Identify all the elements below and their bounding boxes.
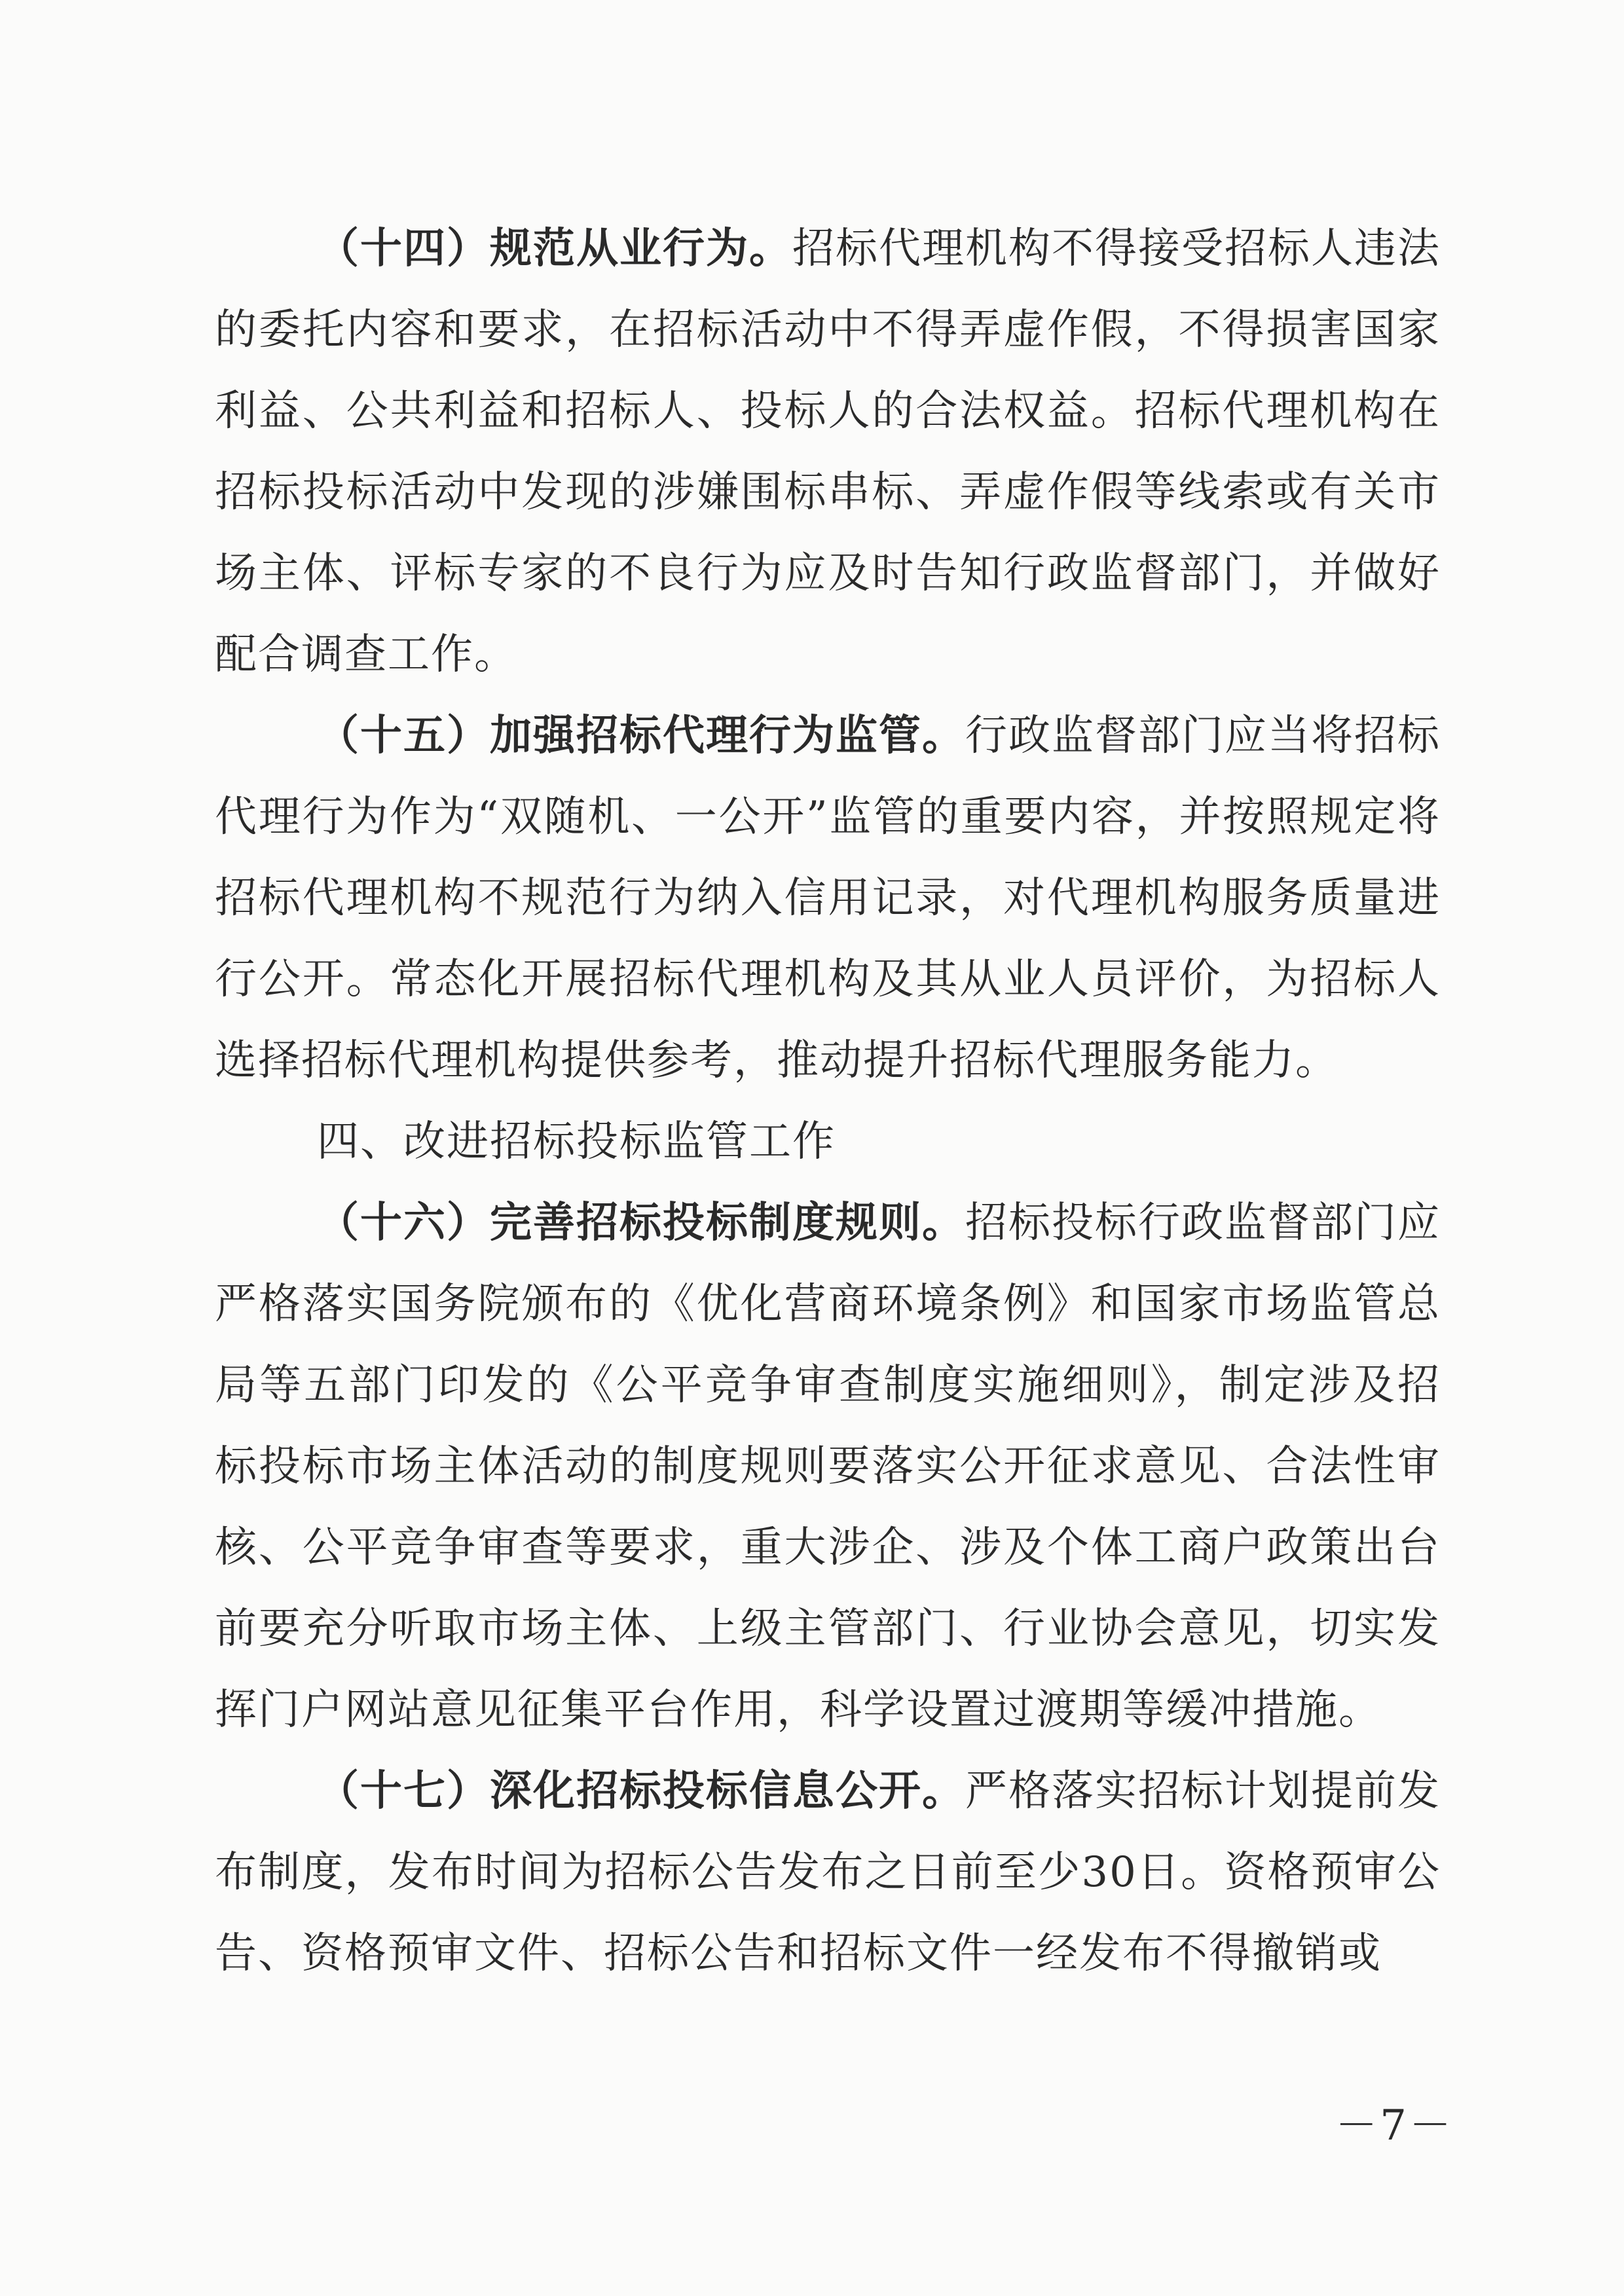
paragraph-14-heading: （十四）规范从业行为。 xyxy=(317,225,792,273)
paragraph-17-heading: （十七）深化招标投标信息公开。 xyxy=(317,1767,965,1815)
paragraph-15-text: 行政监督部门应当将招标代理行为作为“双随机、一公开”监管的重要内容，并按照规定将招标代理机构不规范行为纳入信用记录，对代理机构服务质量进行公开。常态化开展招标代理机构及其从业人员评价，为招标人选择招标代理机构提供参考，推动提升招标代理服务能力。 xyxy=(215,712,1441,1085)
paragraph-15 xyxy=(215,695,1441,1101)
paragraph-15-heading: （十五）加强招标代理行为监管。 xyxy=(317,712,965,760)
paragraph-16 xyxy=(215,1182,1441,1751)
paragraph-17-text: 严格落实招标计划提前发布制度，发布时间为招标公告发布之日前至少30日。资格预审公告、资格预审文件、招标公告和招标文件一经发布不得撤销或 xyxy=(215,1767,1441,1978)
paragraph-14 xyxy=(215,208,1441,695)
paragraph-14-text: 招标代理机构不得接受招标人违法的委托内容和要求，在招标活动中不得弄虚作假，不得损害国家利益、公共利益和招标人、投标人的合法权益。招标代理机构在招标投标活动中发现的涉嫌围标串标、弄虚作假等线索或有关市场主体、评标专家的不良行为应及时告知行政监督部门，并做好配合调查工作。 xyxy=(215,225,1441,679)
paragraph-16-text: 招标投标行政监督部门应严格落实国务院颁布的《优化营商环境条例》和国家市场监管总局等五部门印发的《公平竞争审查制度实施细则》，制定涉及招标投标市场主体活动的制度规则要落实公开征求意见、合法性审核、公平竞争审查等要求，重大涉企、涉及个体工商户政策出台前要充分听取市场主体、上级主管部门、行业协会意见，切实发挥门户网站意见征集平台作用，科学设置过渡期等缓冲措施。 xyxy=(215,1199,1441,1734)
document-body xyxy=(215,208,1441,1994)
page-number: －7－ xyxy=(1335,2102,1454,2150)
section-title: 四、改进招标投标监管工作 xyxy=(317,1118,836,1166)
paragraph-17 xyxy=(215,1751,1441,1994)
paragraph-16-heading: （十六）完善招标投标制度规则。 xyxy=(317,1199,965,1247)
